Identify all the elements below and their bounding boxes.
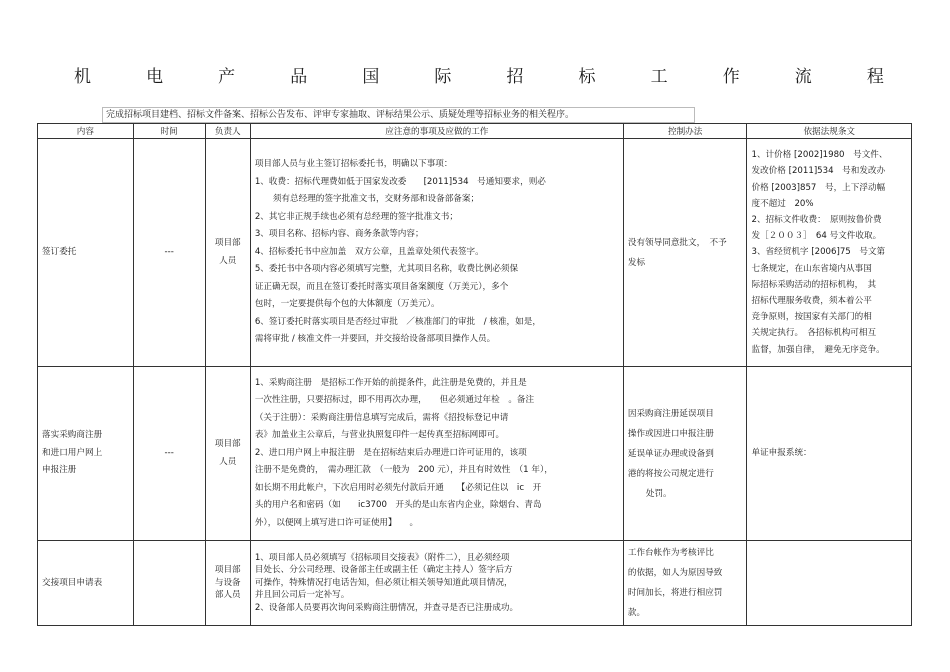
cell-law-line: 发［２００３］ 64 号文件收取。 <box>751 231 882 242</box>
cell-owner <box>205 367 250 541</box>
cell-work-line: 项目部人员与业主签订招标委托书，明确以下事项： <box>254 159 453 170</box>
cell-work <box>250 367 623 541</box>
header-control: 控制办法 <box>623 124 747 139</box>
header-work: 应注意的事项及应做的工作 <box>250 124 623 139</box>
header-time: 时间 <box>133 124 205 139</box>
cell-control-line: 处罚。 <box>645 488 672 499</box>
cell-control-line: 延误单证办理或设备到 <box>627 448 714 459</box>
cell-work-line: 2、其它非正规手续也必须有总经理的签字批准文书； <box>254 211 458 222</box>
workflow-table <box>37 123 912 626</box>
title-char: 标 <box>578 67 596 87</box>
cell-owner <box>205 541 250 626</box>
page-title <box>74 62 884 87</box>
cell-control <box>623 139 747 367</box>
cell-law-line: 3、省经贸机字 [2006]75 号文第 <box>751 247 886 258</box>
header-owner: 负责人 <box>205 124 250 139</box>
cell-law-line: 七条规定，在山东省境内从事国 <box>751 263 872 274</box>
cell-work-line: 1、项目部人员必须填写《招标项目交接表》（附件二），且必须经项 <box>254 552 510 563</box>
cell-law-line: 招标代理服务收费，须本着公平 <box>751 296 872 306</box>
cell-work-line: 3、项目名称、招标内容、商务条款等内容； <box>254 229 424 240</box>
title-char: 程 <box>866 67 884 87</box>
cell-content <box>38 367 134 541</box>
title-char: 机 <box>74 67 91 87</box>
cell-work-line: 头的用户名和密码（如 ic3700 开头的是山东省内企业，除烟台、青岛 <box>254 500 542 511</box>
title-char: 电 <box>146 67 164 87</box>
cell-law-line: 2、招标文件收费： 原则按鲁价费 <box>751 214 882 225</box>
cell-content-line: 落实采购商注册 <box>42 430 103 441</box>
cell-owner-line: 项目部 <box>214 238 241 248</box>
cell-law-line: 单证申报系统： <box>751 448 812 459</box>
header-content: 内容 <box>38 124 134 139</box>
cell-control <box>623 367 747 541</box>
cell-time <box>133 541 205 626</box>
cell-law <box>747 541 912 626</box>
cell-work-line: （关于注册）：采购商注册信息填写完成后，需将《招投标登记申请 <box>254 412 509 423</box>
cell-content <box>38 139 134 367</box>
cell-time <box>133 367 205 541</box>
cell-content-line: 和进口用户网上 <box>42 447 103 458</box>
cell-work-line: 6、签订委托时落实项目是否经过审批 ／核准部门的审批 / 核准，如是， <box>254 316 541 327</box>
cell-control-line: 港的将按公司规定进行 <box>627 468 714 479</box>
title-char: 国 <box>362 67 380 87</box>
cell-work-line: 外），以便网上填写进口许可证使用】 。 <box>254 517 419 528</box>
cell-work-line: 注册不是免费的， 需办理汇款 （一般为 200 元），并且有时效性 （1 年）， <box>254 465 553 476</box>
cell-control-line: 操作或因进口申报注册 <box>627 428 714 439</box>
cell-work-line: 须有总经理的签字批准文书，交财务部和设备部备案； <box>272 194 480 205</box>
title-char: 工 <box>650 67 668 87</box>
cell-owner <box>205 139 250 367</box>
cell-content-line: 交接项目申请表 <box>42 577 103 588</box>
cell-owner-line: 人员 <box>219 255 237 266</box>
title-char: 流 <box>794 67 812 87</box>
cell-law-line: 竞争原则，按国家有关部门的相 <box>751 312 872 323</box>
cell-work-line: 需将审批 / 核准文件一并要回，并交接给设备部项目操作人员。 <box>254 334 496 345</box>
cell-work <box>250 541 623 626</box>
cell-control-line: 时间加长，将进行相应罚 <box>627 588 723 598</box>
cell-control-line: 的依据，如人为原因导致 <box>627 568 723 578</box>
title-char: 品 <box>290 67 308 87</box>
cell-work-line: 目处长、分公司经理、设备部主任或副主任（确定主持人）签字后方 <box>254 565 513 576</box>
cell-owner-line: 人员 <box>219 456 237 467</box>
cell-law <box>747 139 912 367</box>
cell-owner-line: 部人员 <box>214 590 241 601</box>
header-law: 依据法规条文 <box>747 124 912 139</box>
title-char: 产 <box>218 67 236 87</box>
cell-work-line: 2、设备部人员要再次询问采购商注册情况，并查寻是否已注册成功。 <box>254 602 519 613</box>
table-header-row <box>38 124 912 139</box>
cell-law-line: 际招标采购活动的招标机构， 其 <box>751 279 877 290</box>
table-row <box>38 367 912 541</box>
cell-work-line: 2、进口用户网上申报注册 是在招标结束后办理进口许可证用的，该项 <box>254 447 527 458</box>
cell-law <box>747 367 912 541</box>
intro-text: 完成招标项目建档、招标文件备案、招标公告发布、评审专家抽取、评标结果公示、质疑处理等招标业务的相关程序。 <box>102 107 695 123</box>
table-row <box>38 139 912 367</box>
cell-work-line: 一次性注册，只要招标过，即不用再次办理， 但必须通过年检 。备注 <box>254 395 535 406</box>
cell-control-line: 没有领导同意批文， 不予 <box>627 237 727 248</box>
cell-law-line: 监督，加强自律， 避免无序竞争。 <box>751 344 885 355</box>
title-char: 作 <box>722 67 740 87</box>
cell-owner-line: 项目部 <box>214 439 241 449</box>
cell-work <box>250 139 623 367</box>
cell-control <box>623 541 747 626</box>
table-row <box>38 541 912 626</box>
cell-work-line: 可操作，特殊情况打电话告知，但必须让相关领导知道此项目情况， <box>254 577 513 588</box>
cell-owner-line: 与设备 <box>214 577 241 588</box>
cell-law-line: 关规定执行。 各招标机构可相互 <box>751 328 877 339</box>
cell-work-line: 4、招标委托书中应加盖 双方公章，且盖章处须代表签字。 <box>254 246 484 257</box>
cell-work-line: 证正确无误，而且在签订委托时落实项目备案额度（万美元），多个 <box>254 281 509 292</box>
cell-control-line: 发标 <box>627 257 646 268</box>
cell-control-line: 因采购商注册延误项目 <box>627 408 714 419</box>
cell-content-line: 签订委托 <box>42 246 77 257</box>
cell-law-line: 价格 [2003]857 号，上下浮动幅 <box>751 182 886 193</box>
cell-content-line: 申报注册 <box>42 465 77 476</box>
cell-work-line: 并且回公司后一定补写。 <box>254 590 350 601</box>
cell-law-line: 度不超过 20% <box>751 198 814 209</box>
cell-work-line: 如长期不用此帐户，下次启用时必须先付款后开通 【必须记住以 ic 开 <box>254 482 542 493</box>
cell-work-line: 包时，一定要提供每个包的大体额度（万美元）。 <box>254 299 440 310</box>
cell-law-line: 1、计价格 [2002]1980 号文件、 <box>751 150 888 161</box>
cell-time-line: --- <box>164 246 174 257</box>
cell-control-line: 工作台帐作为考核评比 <box>627 548 714 558</box>
cell-work-line: 1、采购商注册 是招标工作开始的前提条件，此注册是免费的，并且是 <box>254 377 527 388</box>
cell-work-line: 5、委托书中各项内容必须填写完整，尤其项目名称，收费比例必须保 <box>254 264 519 275</box>
cell-work-line: 表》加盖业主公章后，与营业执照复印件一起传真至招标网即可。 <box>254 430 505 441</box>
cell-time-line: --- <box>164 447 174 458</box>
cell-owner-line: 项目部 <box>214 565 241 576</box>
title-char: 招 <box>506 67 524 87</box>
title-char: 际 <box>434 67 452 87</box>
cell-time <box>133 139 205 367</box>
cell-control-line: 款。 <box>627 608 646 618</box>
cell-content <box>38 541 134 626</box>
cell-law-line: 发改价格 [2011]534 号和发改办 <box>751 166 886 177</box>
cell-work-line: 1、收费：招标代理费如低于国家发改委 [2011]534 号通知要求，则必 <box>254 176 546 187</box>
